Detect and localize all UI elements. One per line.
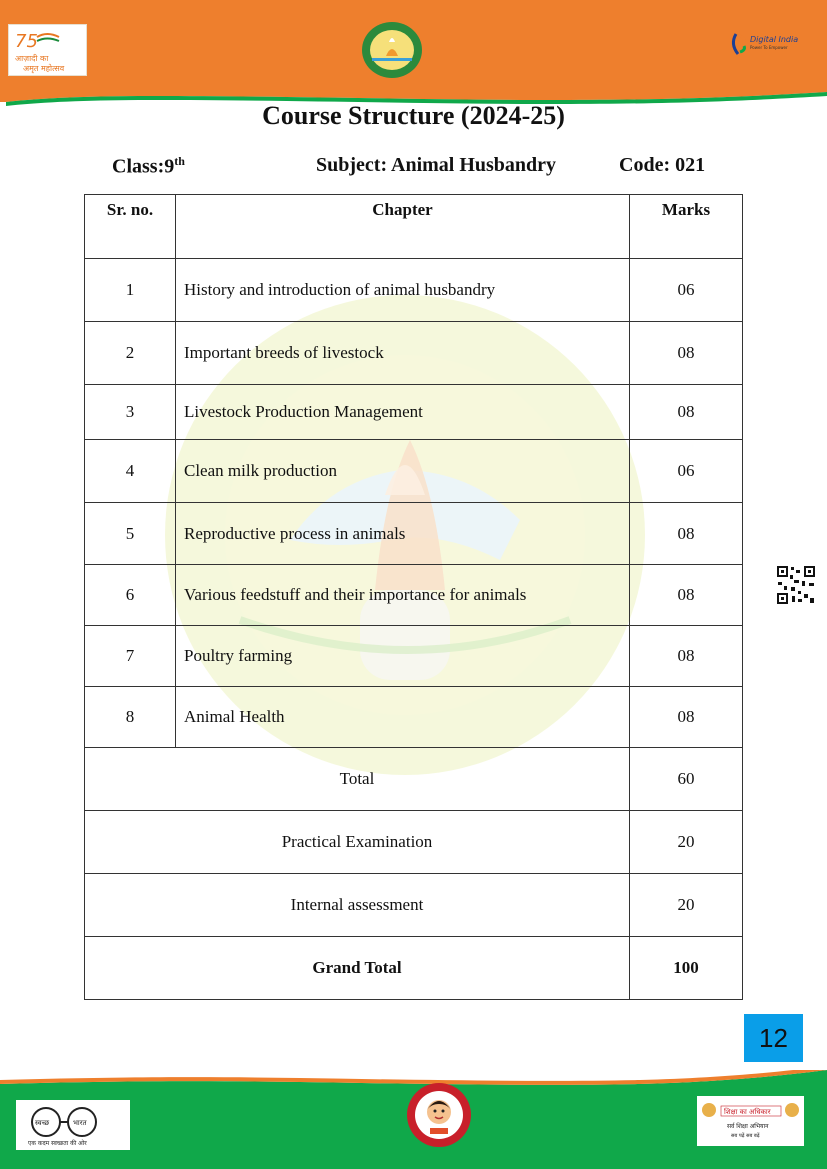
document-title: Course Structure (2024-25) <box>262 101 565 130</box>
table-row <box>85 440 743 503</box>
qr-code <box>776 565 816 605</box>
row-sr: 3 <box>85 385 176 440</box>
svg-text:स्वच्छ: स्वच्छ <box>35 1119 50 1127</box>
svg-text:आज़ादी का: आज़ादी का <box>15 54 49 63</box>
row-marks: 08 <box>630 385 743 440</box>
row-chapter: Poultry farming <box>176 626 630 687</box>
table-row <box>85 503 743 565</box>
grand-total-label: Grand Total <box>85 937 630 1000</box>
summary-label: Total <box>85 748 630 811</box>
table-row <box>85 385 743 440</box>
row-marks: 08 <box>630 503 743 565</box>
code-label: Code: 021 <box>619 154 706 176</box>
row-chapter: Livestock Production Management <box>176 385 630 440</box>
row-marks: 08 <box>630 687 743 748</box>
summary-row-total <box>85 748 743 811</box>
row-marks: 06 <box>630 259 743 322</box>
row-marks: 06 <box>630 440 743 503</box>
svg-text:सब पढ़ें सब बढ़ें: सब पढ़ें सब बढ़ें <box>731 1133 760 1139</box>
class-label: Class:9th <box>112 154 185 178</box>
board-seal-logo <box>360 20 424 80</box>
summary-marks: 60 <box>630 748 743 811</box>
svg-text:एक कदम स्वच्छता की ओर: एक कदम स्वच्छता की ओर <box>28 1140 87 1147</box>
row-sr: 7 <box>85 626 176 687</box>
svg-text:शिक्षा का अधिकार: शिक्षा का अधिकार <box>724 1108 771 1116</box>
svg-text:भारत: भारत <box>73 1119 87 1127</box>
row-chapter: Various feedstuff and their importance for animals <box>176 565 630 626</box>
header-sr-no: Sr. no. <box>85 195 176 259</box>
header-marks: Marks <box>630 195 743 259</box>
table-row <box>85 565 743 626</box>
svg-text:Digital India: Digital India <box>750 35 798 44</box>
row-marks: 08 <box>630 565 743 626</box>
summary-label: Practical Examination <box>85 811 630 874</box>
shiksha-ka-adhikar-logo <box>697 1096 804 1146</box>
row-sr: 5 <box>85 503 176 565</box>
swachh-bharat-logo <box>16 1100 130 1150</box>
row-chapter: Reproductive process in animals <box>176 503 630 565</box>
grand-total-row <box>85 937 743 1000</box>
table-row <box>85 626 743 687</box>
row-sr: 4 <box>85 440 176 503</box>
table-header-row <box>85 195 743 259</box>
row-chapter: History and introduction of animal husbandry <box>176 259 630 322</box>
grand-total-marks: 100 <box>630 937 743 1000</box>
table-row <box>85 259 743 322</box>
row-chapter: Important breeds of livestock <box>176 322 630 385</box>
row-marks: 08 <box>630 322 743 385</box>
summary-marks: 20 <box>630 811 743 874</box>
row-marks: 08 <box>630 626 743 687</box>
course-structure-table <box>84 194 743 1000</box>
row-sr: 8 <box>85 687 176 748</box>
azadi-ka-amrit-mahotsav-logo <box>8 24 87 76</box>
row-sr: 6 <box>85 565 176 626</box>
summary-row-internal <box>85 874 743 937</box>
svg-text:Power To Empower: Power To Empower <box>750 45 788 50</box>
row-chapter: Clean milk production <box>176 440 630 503</box>
beti-bachao-logo <box>406 1082 472 1148</box>
row-chapter: Animal Health <box>176 687 630 748</box>
table-row <box>85 687 743 748</box>
header-chapter: Chapter <box>176 195 630 259</box>
svg-text:75: 75 <box>15 31 38 52</box>
digital-india-logo <box>728 24 798 60</box>
row-sr: 2 <box>85 322 176 385</box>
svg-text:सर्व शिक्षा अभियान: सर्व शिक्षा अभियान <box>727 1123 769 1130</box>
summary-marks: 20 <box>630 874 743 937</box>
page-number: 12 <box>744 1014 803 1062</box>
subject-label: Subject: Animal Husbandry <box>316 154 557 176</box>
summary-row-practical <box>85 811 743 874</box>
table-row <box>85 322 743 385</box>
row-sr: 1 <box>85 259 176 322</box>
svg-text:अमृत महोत्सव: अमृत महोत्सव <box>23 64 65 73</box>
summary-label: Internal assessment <box>85 874 630 937</box>
